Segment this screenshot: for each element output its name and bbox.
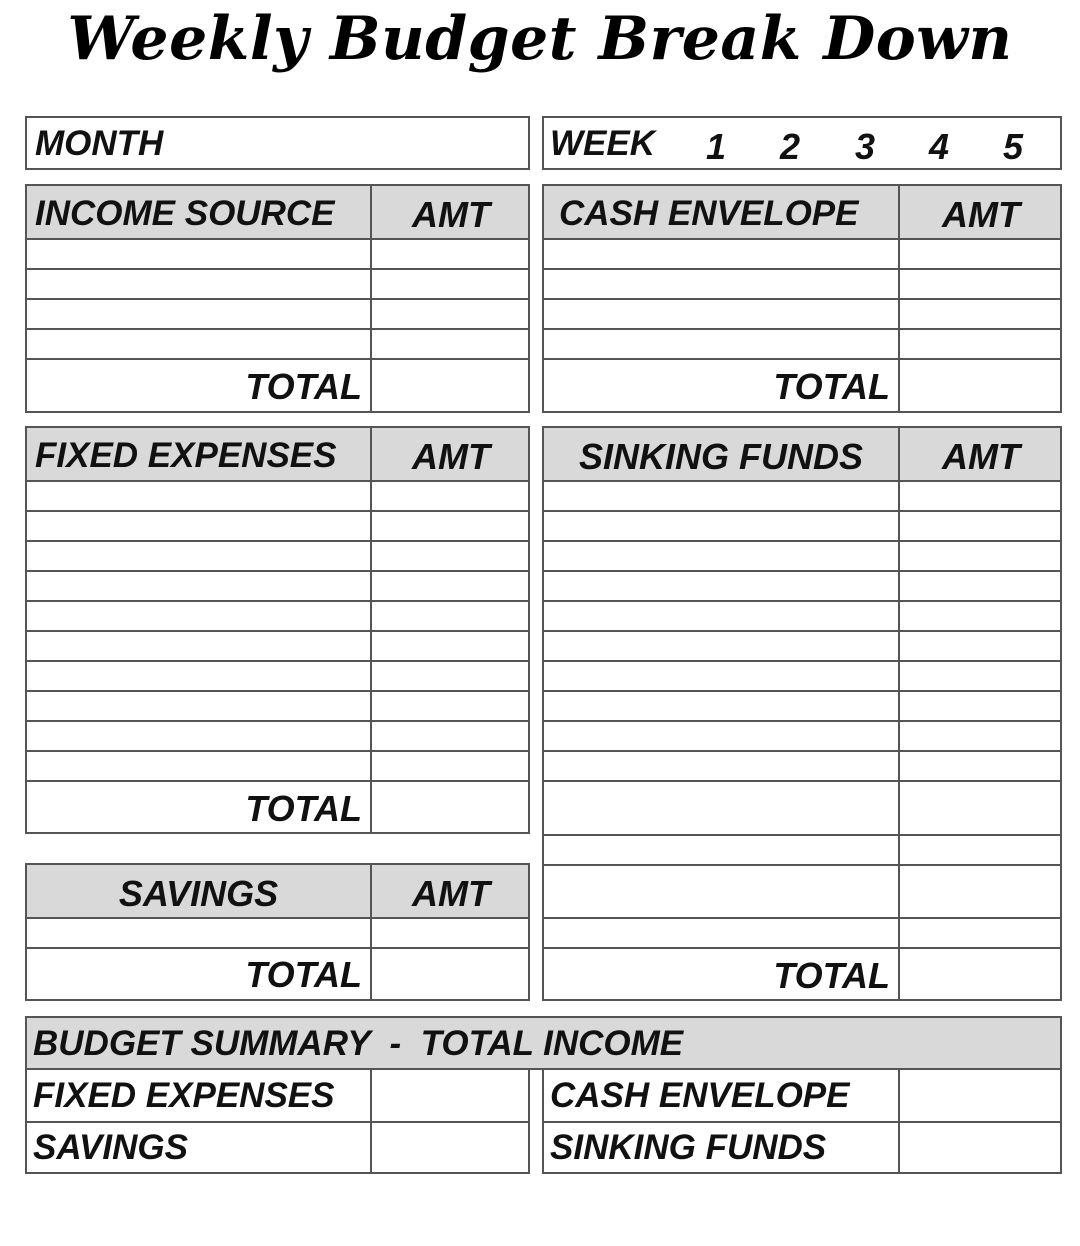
cash-total-label: TOTAL [773, 366, 890, 407]
week-option-2[interactable]: 2 [780, 126, 801, 167]
income-amt-label: AMT [412, 194, 490, 235]
week-option-1[interactable]: 1 [706, 126, 727, 167]
fixed-total-label: TOTAL [245, 788, 362, 829]
week-option-4[interactable]: 4 [929, 126, 950, 167]
budget-summary-label: BUDGET SUMMARY - TOTAL INCOME [33, 1024, 684, 1063]
summary-right-table [542, 1068, 1062, 1174]
income-header-label: INCOME SOURCE [35, 194, 335, 233]
summary-fixed-expenses-field[interactable] [372, 1070, 530, 1121]
savings-total-label: TOTAL [245, 954, 362, 995]
summary-sinking-funds-field[interactable] [900, 1123, 1062, 1172]
income-total-label: TOTAL [245, 366, 362, 407]
sinking-amt-label: AMT [942, 436, 1020, 477]
sinking-total-label: TOTAL [773, 955, 890, 996]
cash-total-field[interactable] [900, 360, 1062, 411]
cash-amt-label: AMT [942, 194, 1020, 235]
cash-row[interactable] [544, 300, 898, 328]
cash-row[interactable] [544, 240, 898, 268]
sinking-funds-table [542, 426, 1062, 1001]
income-total-field[interactable] [372, 360, 530, 411]
month-field[interactable] [25, 116, 530, 170]
summary-savings-field[interactable] [372, 1123, 530, 1172]
week-label: WEEK [550, 124, 655, 163]
summary-savings-label: SAVINGS [33, 1128, 188, 1167]
income-row[interactable] [27, 330, 370, 358]
income-row[interactable] [27, 240, 370, 268]
fixed-expenses-table [25, 426, 530, 834]
savings-row[interactable] [27, 919, 370, 947]
summary-cash-envelope-label: CASH ENVELOPE [550, 1076, 850, 1115]
sinking-header-label: SINKING FUNDS [578, 436, 863, 477]
cash-row[interactable] [544, 330, 898, 358]
income-table [25, 184, 530, 413]
sinking-total-field[interactable] [900, 949, 1062, 999]
fixed-total-field[interactable] [372, 782, 530, 832]
savings-header-label: SAVINGS [118, 873, 279, 914]
fixed-amt-label: AMT [412, 436, 490, 477]
income-row[interactable] [27, 270, 370, 298]
week-option-5[interactable]: 5 [1003, 126, 1024, 167]
summary-left-table [25, 1068, 530, 1174]
cash-envelope-table [542, 184, 1062, 413]
cash-header-label: CASH ENVELOPE [559, 194, 859, 233]
summary-cash-envelope-field[interactable] [900, 1070, 1062, 1121]
month-label: MONTH [35, 124, 164, 163]
savings-total-field[interactable] [372, 949, 530, 999]
fixed-header-label: FIXED EXPENSES [35, 436, 337, 475]
page-title: Weekly Budget Break Down [67, 4, 1013, 74]
week-selector [542, 116, 1062, 170]
income-row[interactable] [27, 300, 370, 328]
savings-amt-label: AMT [412, 873, 490, 914]
savings-table [25, 863, 530, 1001]
budget-summary-header [25, 1016, 1062, 1070]
cash-row[interactable] [544, 270, 898, 298]
week-option-3[interactable]: 3 [855, 126, 876, 167]
summary-sinking-funds-label: SINKING FUNDS [550, 1128, 827, 1167]
summary-fixed-expenses-label: FIXED EXPENSES [33, 1076, 335, 1115]
